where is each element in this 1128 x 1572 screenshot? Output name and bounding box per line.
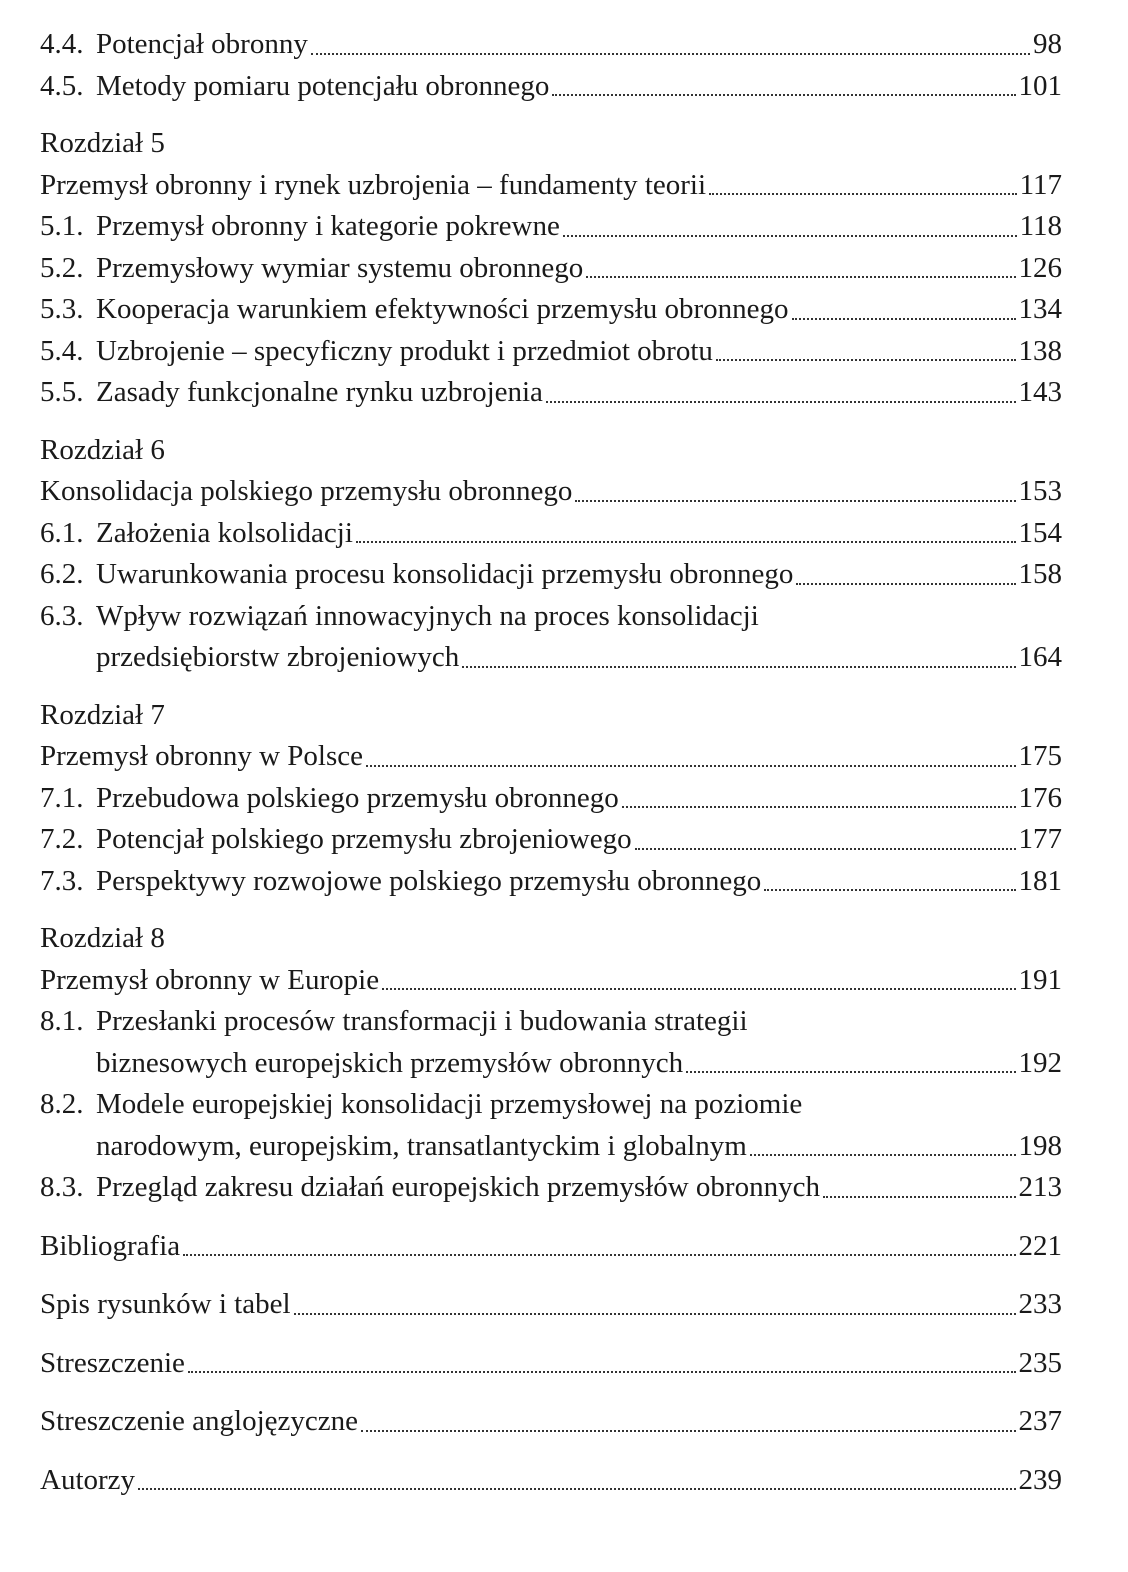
toc-spis-rysunkow[interactable] — [40, 1284, 1062, 1326]
toc-entry-8-2-line1[interactable] — [40, 1084, 1062, 1126]
chapter-6-label: Rozdział 6 — [40, 433, 165, 466]
entry-page: 191 — [1018, 963, 1062, 996]
entry-page: 134 — [1018, 293, 1062, 325]
entry-title-continued: biznesowych europejskich przemysłów obronnych — [96, 1046, 684, 1079]
dot-leader — [356, 541, 1016, 543]
entry-page: 143 — [1018, 376, 1062, 408]
dot-leader — [361, 1430, 1015, 1432]
toc-entry-6-1[interactable] — [40, 513, 1062, 555]
entry-page: 164 — [1018, 641, 1062, 673]
entry-page: 221 — [1018, 1229, 1062, 1262]
entry-title: Przebudowa polskiego przemysłu obronnego — [96, 781, 619, 814]
table-of-contents — [40, 24, 1062, 1501]
dot-leader — [311, 53, 1030, 55]
entry-title: Zasady funkcjonalne rynku uzbrojenia — [96, 376, 543, 408]
entry-title: Streszczenie anglojęzyczne — [40, 1405, 359, 1437]
toc-entry-6-3-line1[interactable] — [40, 596, 1062, 638]
entry-number: 6.1. — [40, 516, 84, 549]
dot-leader — [716, 359, 1016, 361]
entry-title: Przemysłowy wymiar systemu obronnego — [96, 251, 584, 284]
entry-number: 7.1. — [40, 781, 84, 814]
entry-title: Przemysł obronny i kategorie pokrewne — [96, 210, 560, 242]
chapter-8-label: Rozdział 8 — [40, 922, 165, 954]
dot-leader — [366, 765, 1016, 767]
entry-number: 5.3. — [40, 293, 84, 325]
dot-leader — [686, 1071, 1015, 1073]
entry-title: Przemysł obronny w Europie — [40, 963, 380, 996]
dot-leader — [462, 666, 1015, 668]
entry-title: Uwarunkowania procesu konsolidacji przemysłu obronnego — [96, 558, 794, 590]
entry-number: 6.2. — [40, 558, 84, 590]
entry-page: 198 — [1018, 1129, 1062, 1162]
entry-number: 6.3. — [40, 599, 84, 632]
toc-entry-6-3-line2[interactable] — [40, 637, 1062, 679]
entry-title: Przesłanki procesów transformacji i budowania strategii — [96, 1005, 748, 1037]
dot-leader — [796, 583, 1015, 585]
toc-entry-6-2[interactable] — [40, 554, 1062, 596]
entry-number: 8.1. — [40, 1005, 84, 1037]
entry-page: 117 — [1019, 168, 1062, 201]
entry-number: 5.2. — [40, 251, 84, 284]
entry-page: 126 — [1018, 251, 1062, 284]
entry-number: 7.3. — [40, 864, 84, 897]
toc-entry-7-1[interactable] — [40, 778, 1062, 820]
entry-title: Metody pomiaru potencjału obronnego — [96, 69, 550, 102]
entry-title: Konsolidacja polskiego przemysłu obronnego — [40, 475, 573, 507]
chapter-8-title[interactable] — [40, 960, 1062, 1002]
dot-leader — [546, 401, 1016, 403]
entry-number: 8.3. — [40, 1171, 84, 1203]
toc-entry-5-2[interactable] — [40, 248, 1062, 290]
entry-page: 175 — [1018, 740, 1062, 772]
entry-page: 213 — [1018, 1171, 1062, 1203]
entry-title: Modele europejskiej konsolidacji przemysłowej na poziomie — [96, 1088, 803, 1120]
entry-page: 154 — [1018, 516, 1062, 549]
toc-entry-8-3[interactable] — [40, 1167, 1062, 1209]
toc-autorzy[interactable] — [40, 1460, 1062, 1502]
entry-page: 181 — [1018, 864, 1062, 897]
entry-page: 138 — [1018, 334, 1062, 367]
entry-number: 5.4. — [40, 334, 84, 367]
entry-page: 233 — [1018, 1288, 1062, 1320]
dot-leader — [183, 1254, 1015, 1256]
toc-entry-7-3[interactable] — [40, 861, 1062, 903]
entry-page: 176 — [1018, 781, 1062, 814]
entry-title: Perspektywy rozwojowe polskiego przemysłu obronnego — [96, 864, 762, 897]
entry-page: 118 — [1019, 210, 1062, 242]
entry-title: Wpływ rozwiązań innowacyjnych na proces konsolidacji — [96, 599, 759, 632]
entry-title: Uzbrojenie – specyficzny produkt i przedmiot obrotu — [96, 334, 713, 367]
chapter-5-title[interactable] — [40, 165, 1062, 207]
toc-streszczenie-anglojezyczne[interactable] — [40, 1401, 1062, 1443]
chapter-7-title[interactable] — [40, 736, 1062, 778]
dot-leader — [764, 889, 1015, 891]
entry-page: 237 — [1018, 1405, 1062, 1437]
dot-leader — [188, 1371, 1016, 1373]
dot-leader — [823, 1196, 1016, 1198]
toc-entry-5-1[interactable] — [40, 206, 1062, 248]
dot-leader — [622, 806, 1016, 808]
entry-title: Przemysł obronny w Polsce — [40, 740, 363, 772]
dot-leader — [575, 500, 1015, 502]
chapter-6-title[interactable] — [40, 471, 1062, 513]
toc-entry-7-2[interactable] — [40, 819, 1062, 861]
entry-title: Streszczenie — [40, 1346, 185, 1379]
entry-page: 177 — [1018, 823, 1062, 855]
entry-page: 158 — [1018, 558, 1062, 590]
entry-title: Przemysł obronny i rynek uzbrojenia – fundamenty teorii — [40, 168, 707, 201]
toc-streszczenie[interactable] — [40, 1343, 1062, 1385]
entry-number: 7.2. — [40, 823, 84, 855]
entry-page: 153 — [1018, 475, 1062, 507]
entry-title: Spis rysunków i tabel — [40, 1288, 291, 1320]
dot-leader — [382, 988, 1015, 990]
dot-leader — [709, 193, 1017, 195]
dot-leader — [635, 848, 1016, 850]
entry-page: 235 — [1018, 1346, 1062, 1379]
entry-title-continued: narodowym, europejskim, transatlantyckim i globalnym — [96, 1129, 747, 1162]
entry-number: 4.5. — [40, 69, 84, 102]
dot-leader — [750, 1154, 1016, 1156]
toc-entry-5-3[interactable] — [40, 289, 1062, 331]
entry-title: Założenia kolsolidacji — [96, 516, 353, 549]
toc-entry-4-4[interactable] — [40, 24, 1062, 66]
toc-bibliografia[interactable] — [40, 1226, 1062, 1268]
dot-leader — [138, 1488, 1015, 1490]
entry-title: Kooperacja warunkiem efektywności przemysłu obronnego — [96, 293, 789, 325]
entry-number: 4.4. — [40, 28, 84, 60]
toc-entry-8-1-line2[interactable] — [40, 1043, 1062, 1085]
entry-title: Autorzy — [40, 1463, 136, 1496]
entry-title: Potencjał polskiego przemysłu zbrojeniowego — [96, 823, 632, 855]
entry-title-continued: przedsiębiorstw zbrojeniowych — [96, 641, 460, 673]
entry-number: 8.2. — [40, 1088, 84, 1120]
toc-entry-8-1-line1[interactable] — [40, 1001, 1062, 1043]
dot-leader — [586, 276, 1015, 278]
entry-title: Przegląd zakresu działań europejskich przemysłów obronnych — [96, 1171, 820, 1203]
toc-entry-5-4[interactable] — [40, 331, 1062, 373]
entry-page: 98 — [1033, 28, 1062, 60]
dot-leader — [792, 318, 1016, 320]
dot-leader — [563, 235, 1017, 237]
entry-page: 101 — [1018, 69, 1062, 102]
chapter-7-label: Rozdział 7 — [40, 698, 165, 731]
entry-page: 192 — [1018, 1046, 1062, 1079]
dot-leader — [552, 94, 1015, 96]
toc-entry-5-5[interactable] — [40, 372, 1062, 414]
chapter-5-label: Rozdział 5 — [40, 127, 165, 159]
dot-leader — [294, 1313, 1016, 1315]
toc-entry-8-2-line2[interactable] — [40, 1126, 1062, 1168]
entry-title: Potencjał obronny — [96, 28, 308, 60]
entry-number: 5.1. — [40, 210, 84, 242]
entry-page: 239 — [1018, 1463, 1062, 1496]
entry-title: Bibliografia — [40, 1229, 181, 1262]
toc-entry-4-5[interactable] — [40, 66, 1062, 108]
entry-number: 5.5. — [40, 376, 84, 408]
